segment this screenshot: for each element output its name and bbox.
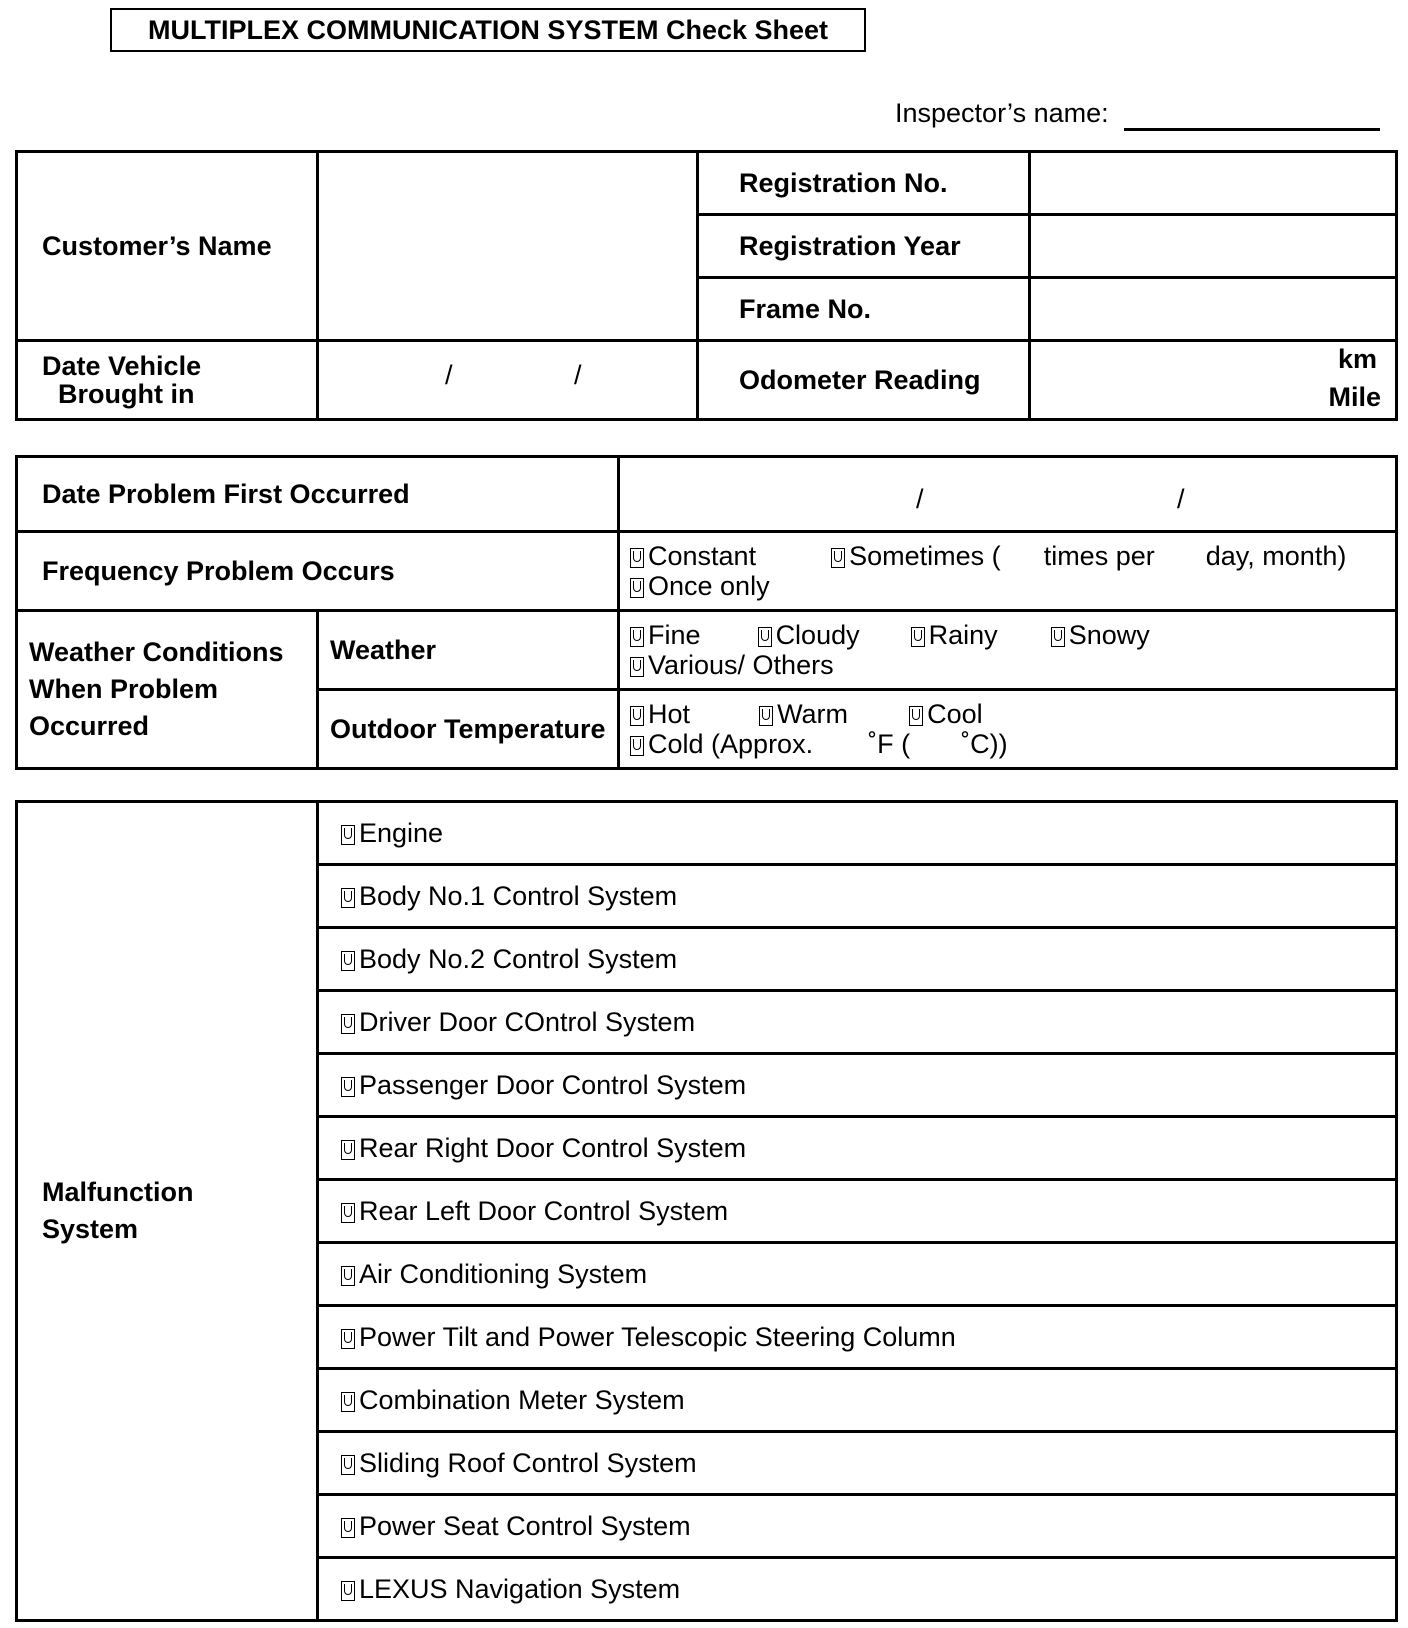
checkbox-icon: [630, 706, 644, 726]
checkbox-icon: [831, 548, 845, 568]
date-first-occurred-field[interactable]: / /: [619, 457, 1397, 532]
checkbox-icon: [341, 1392, 355, 1412]
system-option-sliding-roof[interactable]: Sliding Roof Control System: [318, 1432, 1397, 1495]
weather-conditions-label: Weather Conditions When Problem Occurred: [17, 611, 318, 769]
registration-year-field[interactable]: [1030, 215, 1397, 278]
checkbox-icon: [630, 578, 644, 598]
odometer-field[interactable]: [1030, 341, 1397, 420]
checkbox-icon: [341, 1140, 355, 1160]
checkbox-icon: [341, 1518, 355, 1538]
registration-no-label: Registration No.: [698, 152, 1030, 215]
temp-warm-option[interactable]: Warm: [759, 699, 848, 729]
frame-no-field[interactable]: [1030, 278, 1397, 341]
frame-no-label: Frame No.: [698, 278, 1030, 341]
odometer-label: Odometer Reading: [698, 341, 1030, 420]
frequency-times-per: times per: [1043, 541, 1155, 571]
checkbox-icon: [341, 1014, 355, 1034]
checkbox-icon: [630, 627, 644, 647]
checkbox-icon: [341, 1581, 355, 1601]
system-option-navigation[interactable]: LEXUS Navigation System: [318, 1558, 1397, 1621]
temperature-options: [619, 690, 1397, 769]
customer-name-field[interactable]: [318, 152, 698, 341]
registration-no-field[interactable]: [1030, 152, 1397, 215]
frequency-options: [619, 532, 1397, 611]
malfunction-system-table: [15, 800, 1398, 1622]
page-title: MULTIPLEX COMMUNICATION SYSTEM Check Sheet: [110, 8, 866, 52]
checkbox-icon: [341, 951, 355, 971]
system-option-steering-column[interactable]: Power Tilt and Power Telescopic Steering Column: [318, 1306, 1397, 1369]
frequency-label: Frequency Problem Occurs: [17, 532, 619, 611]
date-brought-label: Date Vehicle Brought in: [17, 341, 318, 420]
checkbox-icon: [341, 1266, 355, 1286]
system-option-combination-meter[interactable]: Combination Meter System: [318, 1369, 1397, 1432]
system-option-passenger-door[interactable]: Passenger Door Control System: [318, 1054, 1397, 1117]
system-option-body-no2[interactable]: Body No.2 Control System: [318, 928, 1397, 991]
registration-year-label: Registration Year: [698, 215, 1030, 278]
system-option-body-no1[interactable]: Body No.1 Control System: [318, 865, 1397, 928]
frequency-sometimes-option[interactable]: Sometimes (: [831, 541, 1001, 571]
checkbox-icon: [341, 1203, 355, 1223]
malfunction-system-label: Malfunction System: [17, 802, 318, 1621]
weather-cloudy-option[interactable]: Cloudy: [758, 620, 860, 650]
checkbox-icon: [341, 888, 355, 908]
temp-cool-option[interactable]: Cool: [909, 699, 983, 729]
frequency-once-option[interactable]: Once only: [630, 571, 1395, 601]
weather-fine-option[interactable]: Fine: [630, 620, 701, 650]
system-option-air-conditioning[interactable]: Air Conditioning System: [318, 1243, 1397, 1306]
inspector-label: Inspector’s name:: [895, 98, 1109, 128]
unit-km: km: [1337, 344, 1377, 374]
weather-rainy-option[interactable]: Rainy: [911, 620, 998, 650]
frequency-day-month: day, month): [1205, 541, 1347, 571]
checkbox-icon: [630, 657, 644, 677]
temp-cold-option[interactable]: Cold (Approx.: [630, 729, 813, 759]
weather-label: Weather: [318, 611, 619, 690]
system-option-engine[interactable]: Engine: [318, 802, 1397, 865]
temp-hot-option[interactable]: Hot: [630, 699, 690, 729]
weather-various-option[interactable]: Various/ Others: [630, 650, 1395, 680]
checkbox-icon: [909, 706, 923, 726]
system-option-rear-right-door[interactable]: Rear Right Door Control System: [318, 1117, 1397, 1180]
date-brought-field[interactable]: / /: [318, 341, 698, 420]
checkbox-icon: [911, 627, 925, 647]
checkbox-icon: [759, 706, 773, 726]
checkbox-icon: [341, 1329, 355, 1349]
date-first-occurred-label: Date Problem First Occurred: [17, 457, 619, 532]
temp-fahrenheit: ˚F (: [868, 729, 911, 759]
checkbox-icon: [341, 825, 355, 845]
checkbox-icon: [758, 627, 772, 647]
checkbox-icon: [630, 548, 644, 568]
checkbox-icon: [630, 736, 644, 756]
outdoor-temperature-label: Outdoor Temperature: [318, 690, 619, 769]
checkbox-icon: [1051, 627, 1065, 647]
system-option-power-seat[interactable]: Power Seat Control System: [318, 1495, 1397, 1558]
system-option-rear-left-door[interactable]: Rear Left Door Control System: [318, 1180, 1397, 1243]
weather-options: [619, 611, 1397, 690]
unit-mile: Mile: [1328, 382, 1381, 412]
vehicle-info-table: [15, 150, 1398, 421]
system-option-driver-door[interactable]: Driver Door COntrol System: [318, 991, 1397, 1054]
checkbox-icon: [341, 1077, 355, 1097]
frequency-constant-option[interactable]: Constant: [630, 541, 756, 571]
weather-snowy-option[interactable]: Snowy: [1051, 620, 1150, 650]
customer-name-label: Customer’s Name: [17, 152, 318, 341]
inspector-name-field[interactable]: [1124, 128, 1380, 131]
temp-celsius: ˚C)): [961, 729, 1008, 759]
checkbox-icon: [341, 1455, 355, 1475]
problem-conditions-table: [15, 455, 1398, 770]
